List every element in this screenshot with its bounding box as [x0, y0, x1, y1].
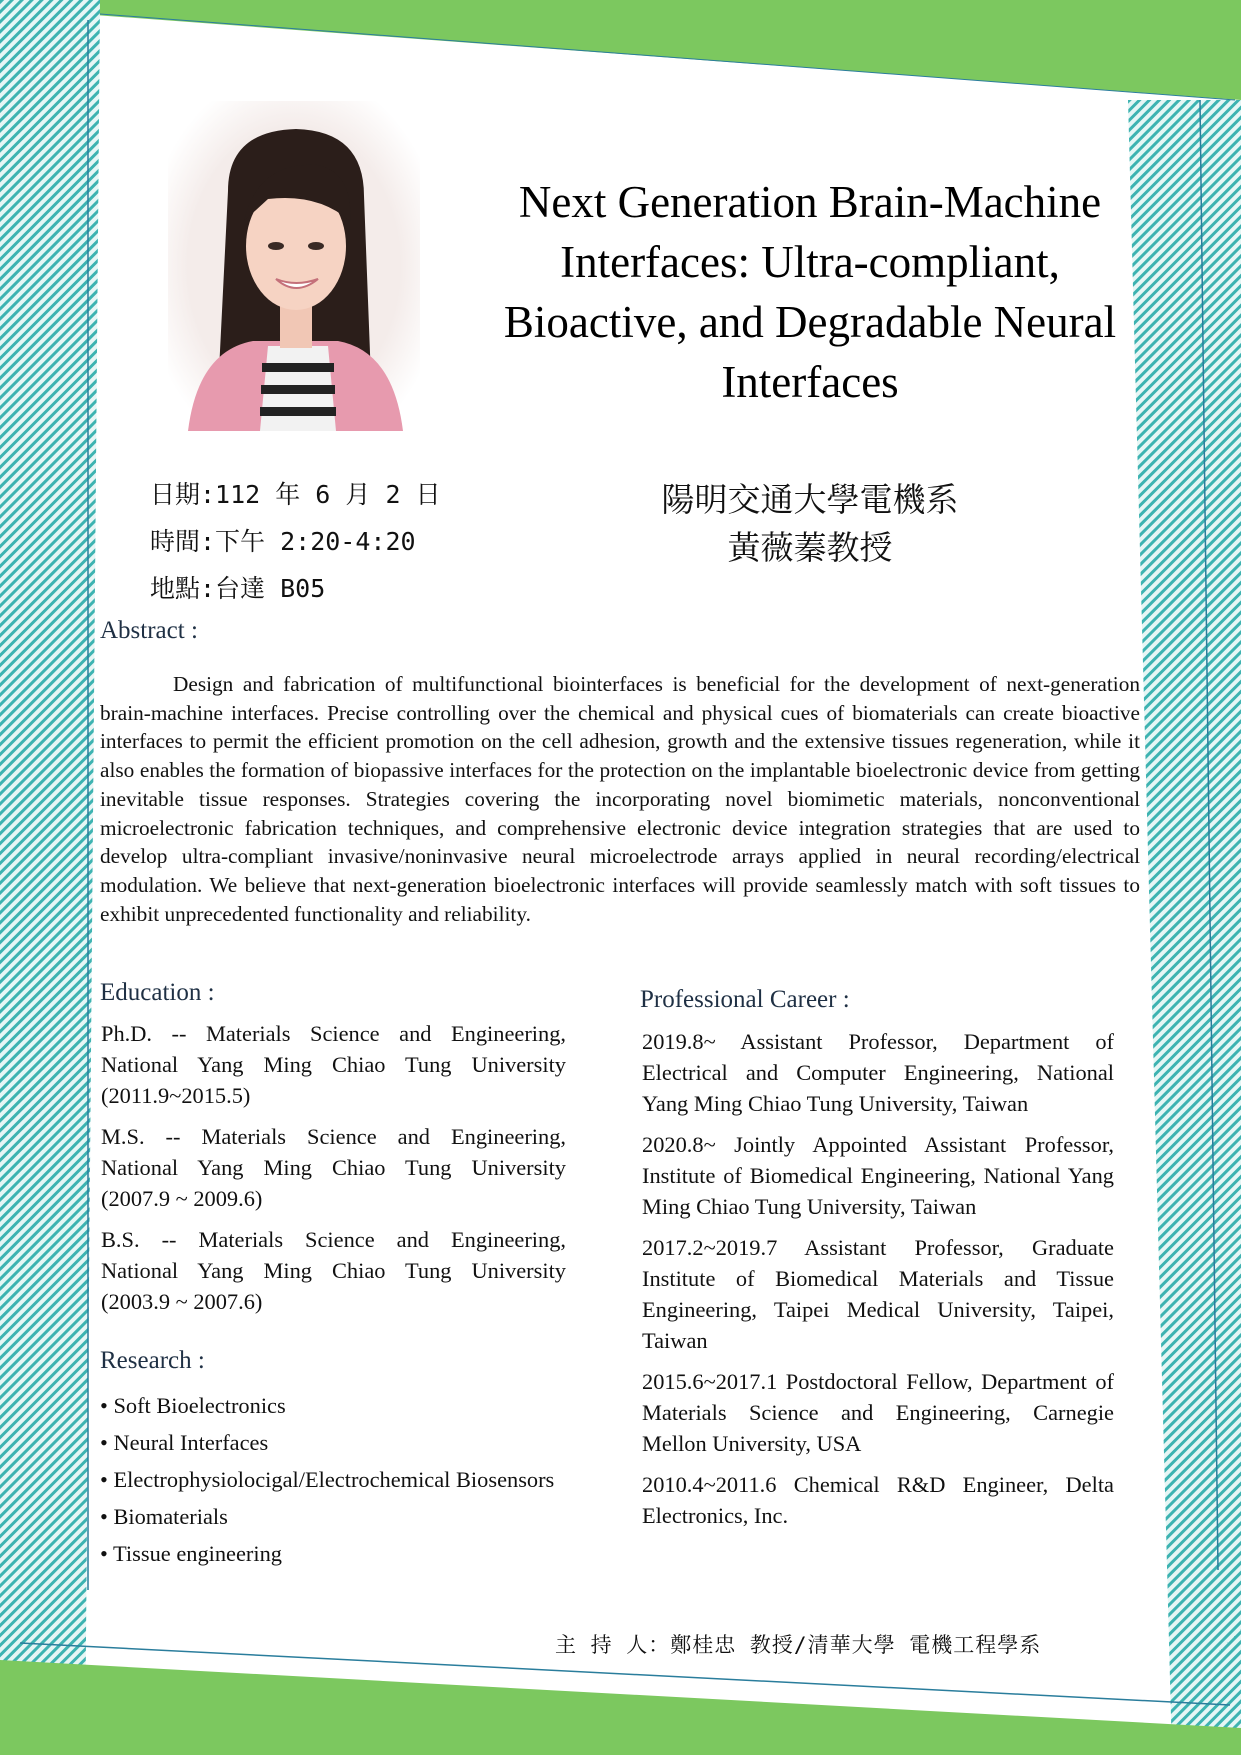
- event-time: 時間:下午 2:20-4:20: [150, 527, 416, 556]
- abstract-body: [100, 670, 1140, 928]
- abstract-heading: Abstract :: [100, 617, 198, 644]
- abstract-text: Design and fabrication of multifunctional biointerfaces is beneficial for the development of next-generation brain-machine interfaces. Precise controlling over the chemical and physical cues of biomaterials can create bioactive interfaces to permit the efficient promotion on the cell adhesion, growth and the extensive tissues regeneration, while it also enables the formation of biopassive interfaces for the protection on the implantable bioelectronic device from getting inevitable tissue responses. Strategies covering the incorporating novel biomimetic materials, nonconventional microelectronic fabrication techniques, and comprehensive electronic device integration strategies that are used to develop ultra-compliant invasive/noninvasive neural microelectrode arrays applied in neural recording/electrical modulation. We believe that next-generation bioelectronic interfaces will provide seamlessly match with soft tissues to exhibit unprecedented functionality and reliability.: [100, 672, 1140, 926]
- speaker-name: 黃薇蓁教授: [727, 528, 893, 567]
- research-heading: Research :: [100, 1347, 205, 1374]
- talk-title-line: Interfaces: [721, 357, 899, 407]
- left-hatch-band: [0, 0, 100, 1755]
- talk-title: [430, 172, 1190, 412]
- education-item: B.S. -- Materials Science and Engineering, National Yang Ming Chiao Tung University (2003.9 ~ 2007.6): [101, 1227, 566, 1314]
- research-item: • Biomaterials: [100, 1498, 640, 1535]
- career-item: 2015.6~2017.1 Postdoctoral Fellow, Department of Materials Science and Engineering, Carnegie Mellon University, USA: [642, 1369, 1114, 1456]
- career-item: 2010.4~2011.6 Chemical R&D Engineer, Delta Electronics, Inc.: [642, 1472, 1114, 1528]
- research-item: • Electrophysiolocigal/Electrochemical Biosensors: [100, 1461, 640, 1498]
- research-item: • Soft Bioelectronics: [100, 1387, 640, 1424]
- event-place: 地點:台達 B05: [150, 574, 326, 603]
- host-line: 主 持 人：鄭桂忠 教授/清華大學 電機工程學系: [555, 1633, 1042, 1657]
- event-date: 日期:112 年 6 月 2 日: [150, 480, 441, 509]
- education-list: [101, 1018, 566, 1327]
- talk-title-line: Next Generation Brain-Machine: [518, 177, 1102, 227]
- education-heading: Education :: [100, 979, 215, 1006]
- career-item: 2020.8~ Jointly Appointed Assistant Professor, Institute of Biomedical Engineering, National Yang Ming Chiao Tung University, Taiwan: [642, 1132, 1114, 1219]
- top-green-band: [0, 0, 1241, 100]
- education-item: Ph.D. -- Materials Science and Engineering, National Yang Ming Chiao Tung University (2011.9~2015.5): [101, 1021, 566, 1108]
- talk-title-line: Interfaces: Ultra-compliant,: [560, 237, 1060, 287]
- talk-title-line: Bioactive, and Degradable Neural: [503, 297, 1117, 347]
- career-heading: Professional Career :: [640, 986, 850, 1013]
- career-item: 2017.2~2019.7 Assistant Professor, Graduate Institute of Biomedical Materials and Tissue Engineering, Taipei Medical University, Taipei, Taiwan: [642, 1235, 1114, 1353]
- career-item: 2019.8~ Assistant Professor, Department of Electrical and Computer Engineering, National Yang Ming Chiao Tung University, Taiwan: [642, 1029, 1114, 1116]
- speaker-portrait: [168, 101, 420, 431]
- speaker-affiliation: 陽明交通大學電機系: [661, 480, 959, 519]
- research-list: [100, 1387, 640, 1572]
- research-item: • Neural Interfaces: [100, 1424, 640, 1461]
- career-list: [642, 1026, 1114, 1541]
- education-item: M.S. -- Materials Science and Engineering, National Yang Ming Chiao Tung University (2007.9 ~ 2009.6): [101, 1124, 566, 1211]
- research-item: • Tissue engineering: [100, 1535, 640, 1572]
